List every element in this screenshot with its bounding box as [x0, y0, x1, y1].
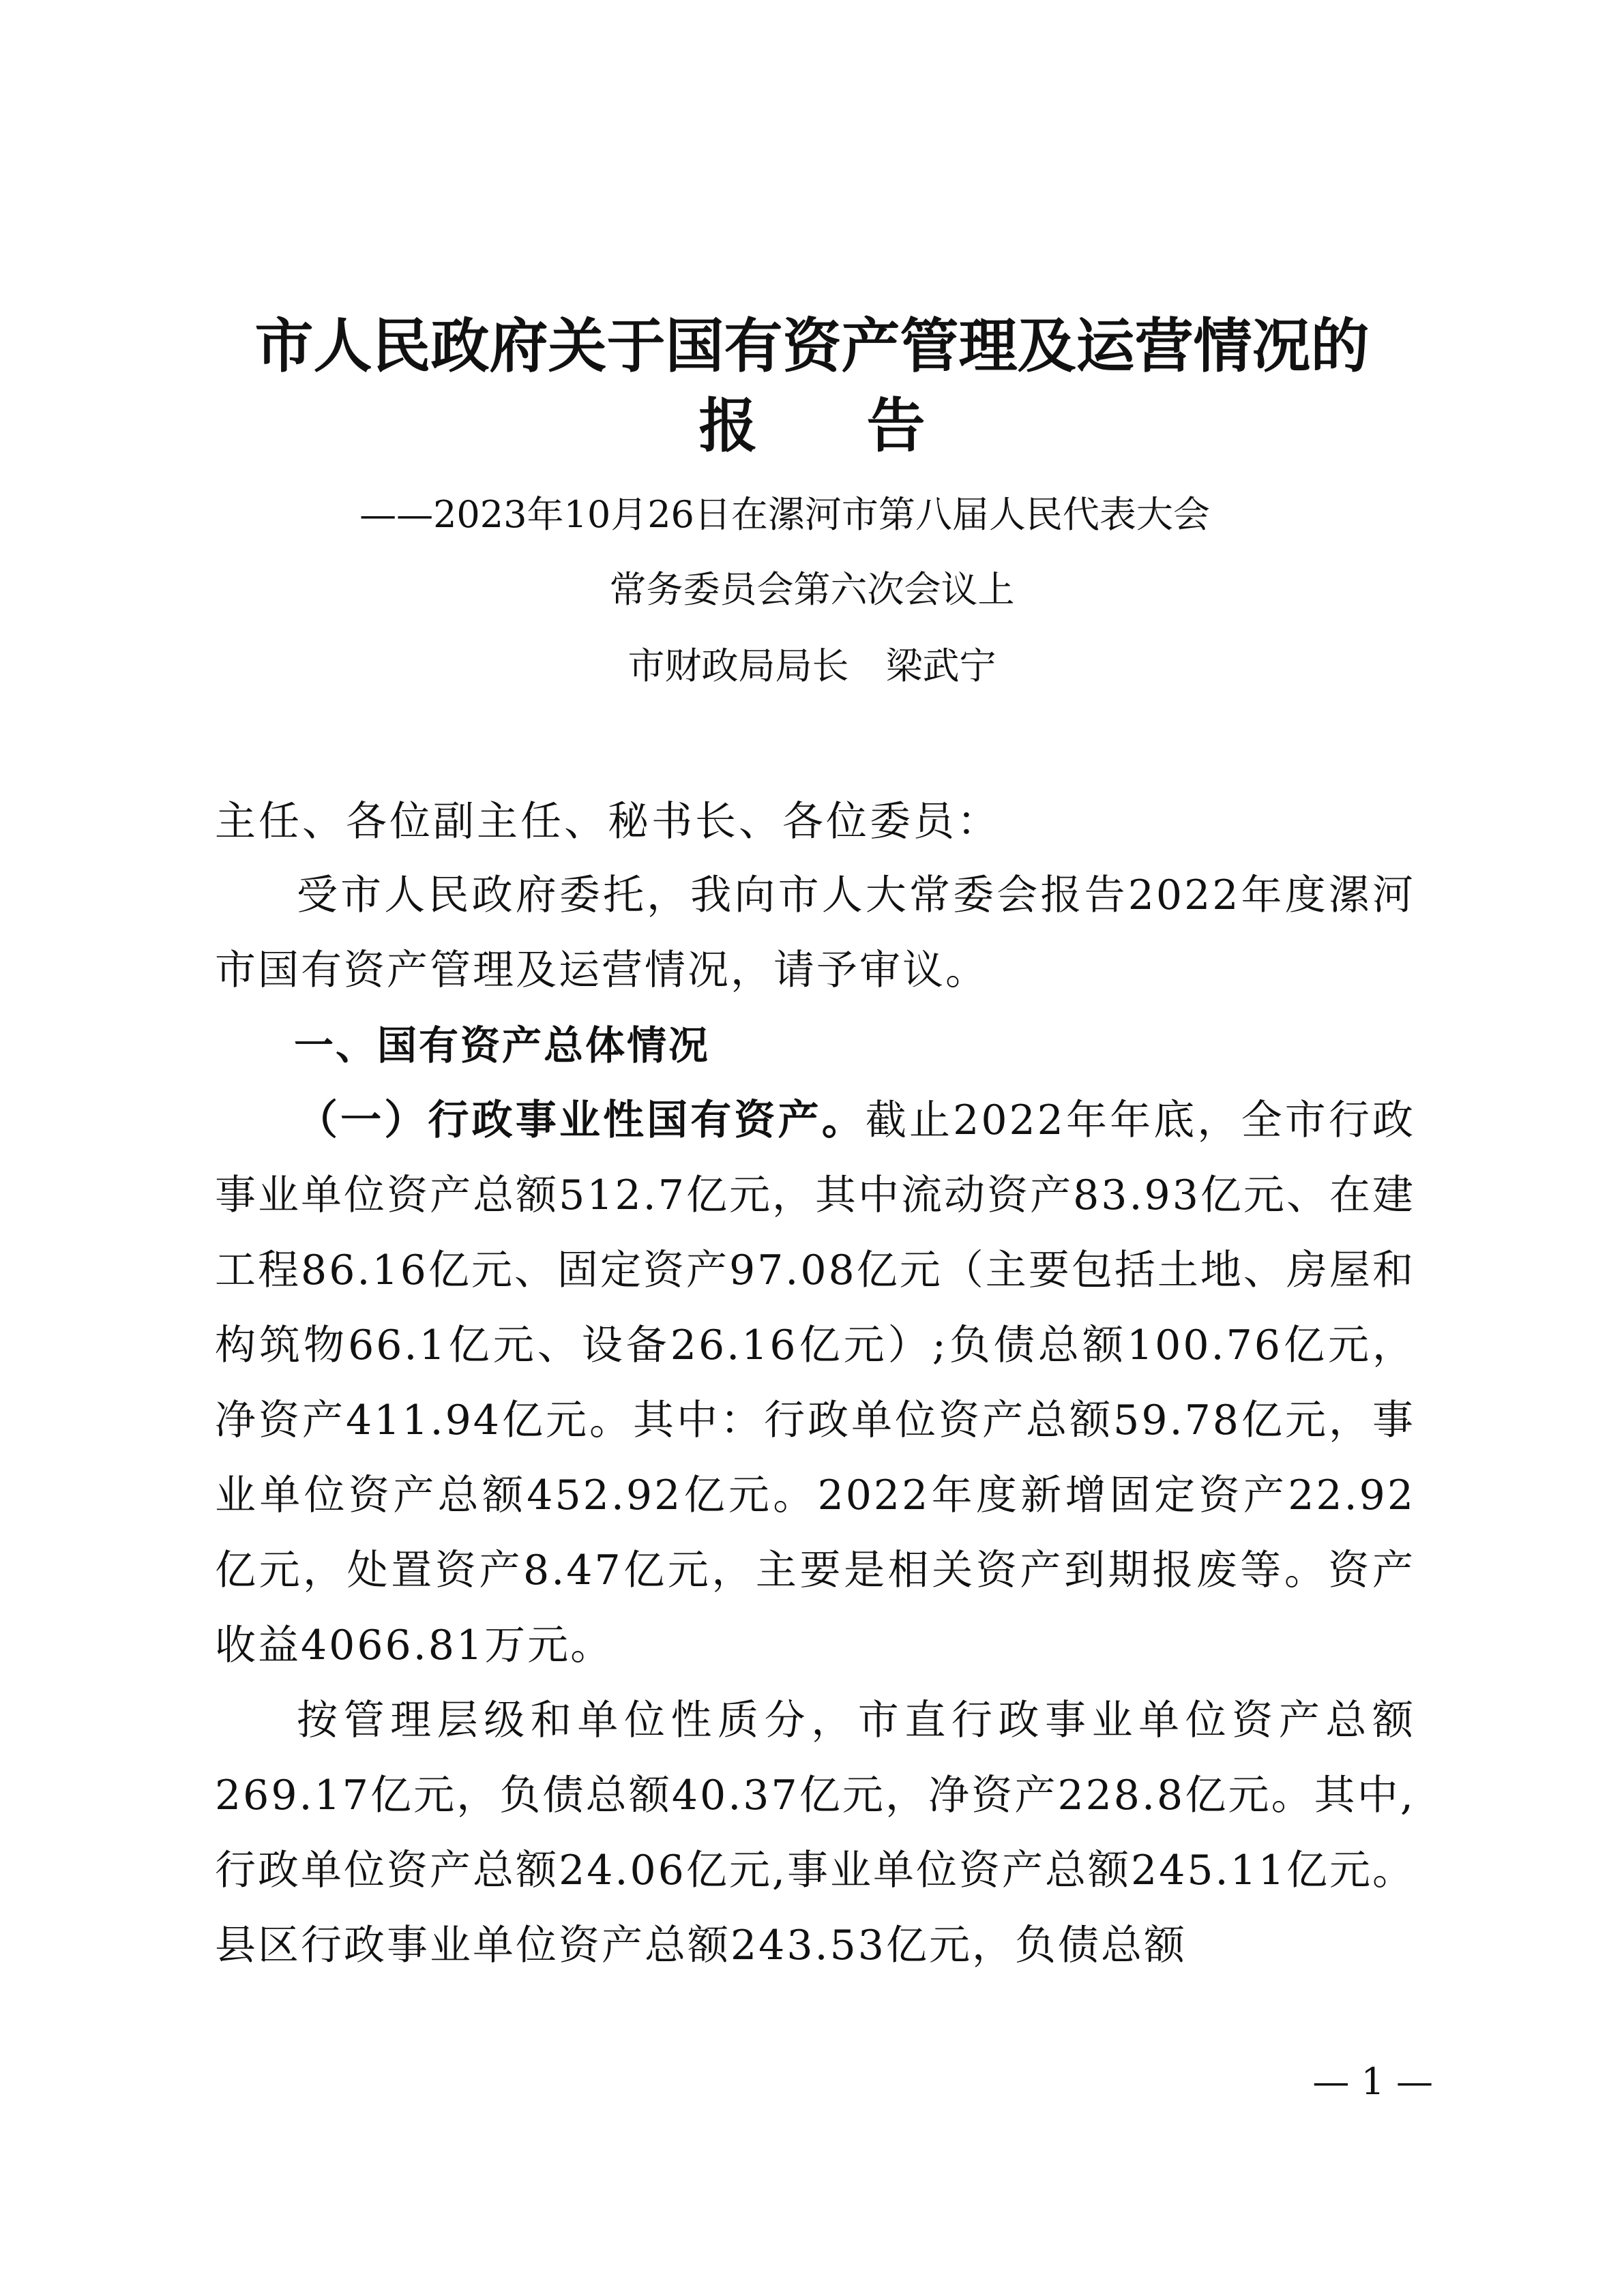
- document-title-line-2: 报告: [698, 392, 1035, 460]
- intro-paragraph: 受市人民政府委托，我向市人大常委会报告2022年度漯河市国有资产管理及运营情况，请予审议。: [215, 871, 1415, 994]
- page-number: — 1 —: [1312, 2060, 1433, 2103]
- section-heading-1: 一、国有资产总体情况: [294, 1022, 711, 1069]
- salutation: 主任、各位副主任、秘书长、各位委员：: [215, 798, 1001, 846]
- document-title-line-1: 市人民政府关于国有资产管理及运营情况的: [254, 312, 1370, 381]
- section-1-text: 截止2022年年底，全市行政事业单位资产总额512.7亿元，其中流动资产83.93亿元、在建工程86.16亿元、固定资产97.08亿元（主要包括土地、房屋和构筑物66.1亿元、设备26.16亿元）;负债总额100.76亿元，净资产411.94亿元。其中：行政单位资产总额59.78亿元，事业单位资产总额452.92亿元。2022年度新增固定资产22.92亿元，处置资产8.47亿元，主要是相关资产到期报废等。资产收益4066.81万元。: [215, 1097, 1416, 1669]
- section-2-paragraph: 按管理层级和单位性质分，市直行政事业单位资产总额269.17亿元，负债总额40.37亿元，净资产228.8亿元。其中,行政单位资产总额24.06亿元,事业单位资产总额245.11亿元。县区行政事业单位资产总额243.53亿元，负债总额: [215, 1697, 1415, 1969]
- subtitle-speaker: 市财政局局长 梁武宁: [628, 644, 996, 687]
- subtitle-date-venue: ——2023年10月26日在漯河市第八届人民代表大会: [359, 493, 1210, 536]
- subtitle-meeting: 常务委员会第六次会议上: [609, 568, 1015, 611]
- section-1-lead: （一）行政事业性国有资产。: [297, 1097, 866, 1144]
- section-1-paragraph: [215, 1083, 1415, 1683]
